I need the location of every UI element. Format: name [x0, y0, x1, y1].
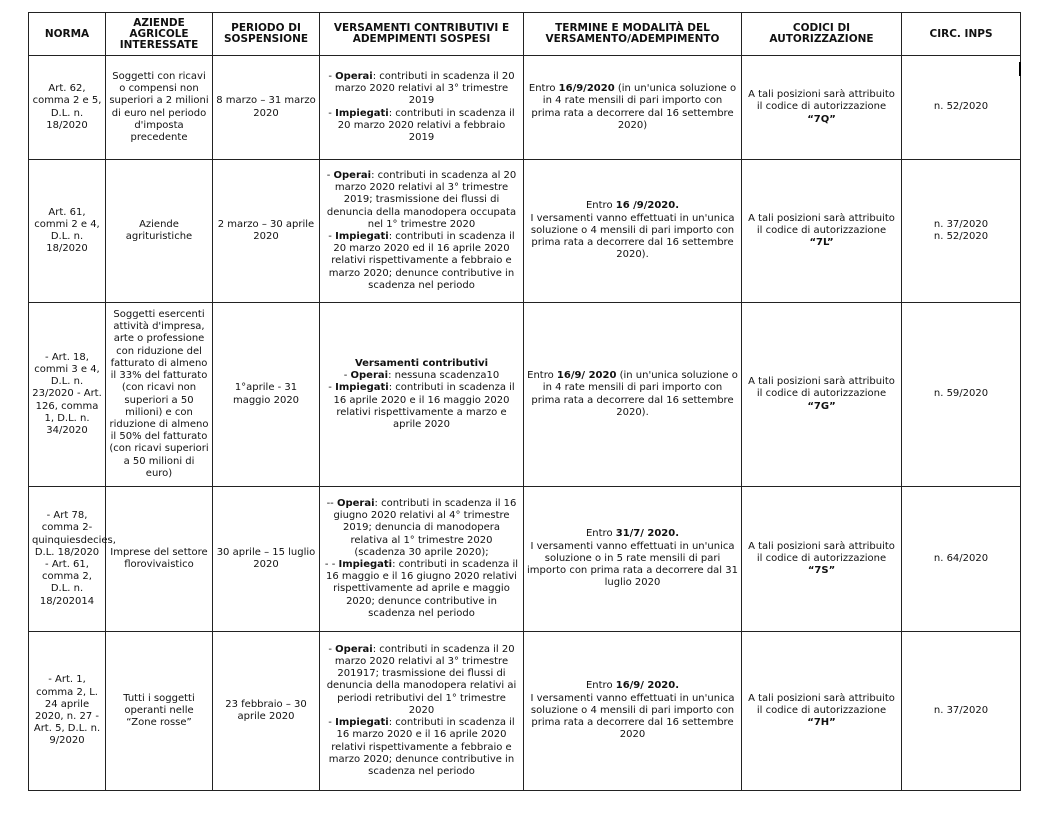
versamenti-cell [320, 160, 524, 303]
periodo-cell: 8 marzo – 31 marzo 2020 [213, 56, 320, 160]
impiegati-label: Impiegati [335, 107, 389, 119]
operai-label: Operai [335, 70, 373, 82]
operai-line: - Operai: contributi in scadenza il 20 marzo 2020 relativi al 3° trimestre 201917; trasmissione dei flussi di denuncia della manodopera relativi ai periodi retributivi del 1° trimestre 2020 [326, 643, 517, 716]
norma-cell: Art. 61, commi 2 e 4, D.L. n. 18/2020 [29, 160, 106, 303]
codici-code: “7G” [807, 400, 836, 412]
codici-text: A tali posizioni sarà attribuito il codice di autorizzazione [748, 540, 895, 564]
termine-post: I versamenti vanno effettuati in un'unica soluzione o 4 mensili di pari importo con prima rata a decorrere dal 16 settembre 2020). [530, 212, 735, 261]
impiegati-label: Impiegati [335, 231, 389, 242]
aziende-cell: Aziende agrituristiche [106, 160, 213, 303]
versamenti-cell [320, 487, 524, 632]
impiegati-line: - Impiegati: contributi in scadenza il 20 marzo 2020 ed il 16 aprile 2020 relativi rispettivamente a febbraio e marzo 2020; denunce contributive in scadenza nel periodo [328, 231, 515, 291]
termine-date: 16/9/2020 [558, 83, 615, 95]
termine-pre: Entro [585, 680, 616, 692]
termine-pre: Entro [585, 528, 616, 540]
codici-text: A tali posizioni sarà attribuito il codice di autorizzazione [748, 376, 895, 400]
termine-pre: Entro [528, 83, 559, 95]
norma-cell: - Art. 1, comma 2, L. 24 aprile 2020, n. 27 - Art. 5, D.L. n. 9/2020 [29, 632, 106, 791]
header-row [29, 13, 1021, 56]
norma-cell: Art. 62, comma 2 e 5, D.L. n. 18/2020 [29, 56, 106, 160]
impiegati-text: : contributi in scadenza il 20 marzo 2020 relativi a febbraio 2019 [337, 107, 515, 143]
codici-cell [742, 303, 902, 487]
norma-cell: - Art 78, comma 2-quinquiesdecies, D.L. 18/2020 - Art. 61, comma 2, D.L. n. 18/202014 [29, 487, 106, 632]
codici-code: “7S” [807, 565, 836, 577]
impiegati-line: - Impiegati: contributi in scadenza il 20 marzo 2020 relativi a febbraio 2019 [328, 107, 515, 143]
impiegati-text: : contributi in scadenza il 16 maggio e il 16 giugno 2020 relativi rispettivamente ad aprile e maggio 2020; denunce contributive in scadenza nel periodo [326, 559, 519, 619]
header-norma: NORMA [29, 13, 106, 56]
termine-pre: Entro [527, 370, 557, 382]
header-periodo: PERIODO DI SOSPENSIONE [213, 13, 320, 56]
operai-text: : contributi in scadenza il 20 marzo 2020 relativi al 3° trimestre 2019 [334, 70, 515, 107]
table-row [29, 56, 1021, 160]
codici-code: “7H” [807, 717, 836, 729]
impiegati-line: - Impiegati: contributi in scadenza il 16 marzo 2020 e il 16 aprile 2020 relativi rispettivamente a febbraio e marzo 2020; denunce contributive in scadenza nel periodo [328, 717, 515, 777]
impiegati-label: Impiegati [335, 717, 389, 729]
codici-code: “7Q” [807, 113, 836, 125]
operai-text: : contributi in scadenza il 20 marzo 2020 relativi al 3° trimestre 201917; trasmissione dei flussi di denuncia della manodopera relativi ai periodi retributivi del 1° trimestre 2020 [326, 643, 517, 716]
impiegati-line: - Impiegati: contributi in scadenza il 16 aprile 2020 e il 16 maggio 2020 relativi rispettivamente a marzo e aprile 2020 [328, 382, 515, 430]
codici-cell [742, 632, 902, 791]
impiegati-text: : contributi in scadenza il 20 marzo 2020 ed il 16 aprile 2020 relativi rispettivamente a febbraio e marzo 2020; denunce contributive in scadenza nel periodo [328, 231, 515, 291]
codici-cell [742, 487, 902, 632]
operai-line: - Operai: contributi in scadenza il 20 marzo 2020 relativi al 3° trimestre 2019 [328, 70, 515, 107]
periodo-cell: 1°aprile - 31 maggio 2020 [213, 303, 320, 487]
termine-pre: Entro [585, 200, 616, 212]
table-row [29, 632, 1021, 791]
termine-date: 16/9/ 2020. [615, 680, 680, 692]
termine-date: 16/9/ 2020 [556, 370, 617, 382]
table-row [29, 303, 1021, 487]
termine-date: 31/7/ 2020. [615, 528, 680, 540]
aziende-cell: Tutti i soggetti operanti nelle “Zone rosse” [106, 632, 213, 791]
impiegati-text: : contributi in scadenza il 16 aprile 2020 e il 16 maggio 2020 relativi rispettivamente a marzo e aprile 2020 [333, 382, 515, 430]
codici-code: “7L” [809, 237, 834, 249]
codici-text: A tali posizioni sarà attribuito il codice di autorizzazione [748, 212, 895, 236]
circ-cell: n. 37/2020 [902, 632, 1021, 791]
header-versamenti: VERSAMENTI CONTRIBUTIVI E ADEMPIMENTI SOSPESI [320, 13, 524, 56]
versamenti-cell [320, 56, 524, 160]
codici-text: A tali posizioni sarà attribuito il codice di autorizzazione [748, 692, 895, 716]
header-aziende: AZIENDE AGRICOLE INTERESSATE [106, 13, 213, 56]
termine-post: I versamenti vanno effettuati in un'unica soluzione o in 5 rate mensili di pari importo con prima rata a decorrere dal 31 luglio 2020 [527, 540, 738, 589]
impiegati-line: - - Impiegati: contributi in scadenza il 16 maggio e il 16 giugno 2020 relativi rispettivamente ad aprile e maggio 2020; denunce contributive in scadenza nel periodo [324, 559, 519, 619]
table-row [29, 160, 1021, 303]
impiegati-text: : contributi in scadenza il 16 marzo 2020 e il 16 aprile 2020 relativi rispettivamente a febbraio e marzo 2020; denunce contributive in scadenza nel periodo [328, 717, 515, 777]
aziende-cell: Imprese del settore florovivaistico [106, 487, 213, 632]
operai-label: Operai [336, 497, 375, 509]
circ-value: n. 37/2020 [933, 218, 989, 230]
termine-cell [524, 487, 742, 632]
impiegati-label: Impiegati [335, 382, 389, 394]
termine-cell [524, 160, 742, 303]
codici-text: A tali posizioni sarà attribuito il codice di autorizzazione [748, 89, 895, 113]
operai-line: - Operai: nessuna scadenza10 [343, 370, 500, 382]
header-codici: CODICI DI AUTORIZZAZIONE [742, 13, 902, 56]
header-termine: TERMINE E MODALITÀ DEL VERSAMENTO/ADEMPIMENTO [524, 13, 742, 56]
text-cursor [1019, 62, 1021, 76]
aziende-cell: Soggetti esercenti attività d'impresa, arte o professione con riduzione del fatturato di almeno il 33% del fatturato (con ricavi non superiori a 50 milioni) e con riduzione di almeno il 50% del fatturato (con ricavi superiori a 50 milioni di euro) [106, 303, 213, 487]
operai-label: Operai [335, 643, 373, 655]
codici-cell [742, 160, 902, 303]
termine-post: I versamenti vanno effettuati in un'unica soluzione o 4 mensili di pari importo con prima rata a decorrere dal 16 settembre 2020 [530, 692, 735, 741]
termine-cell [524, 56, 742, 160]
operai-text: : contributi in scadenza al 20 marzo 2020 relativi al 3° trimestre 2019; trasmissione dei flussi di denuncia della manodopera occupata nel 1° trimestre 2020 [326, 169, 517, 230]
circ-value-2: n. 52/2020 [933, 231, 989, 242]
header-circ: CIRC. INPS [902, 13, 1021, 56]
versamenti-heading: Versamenti contributivi [354, 357, 489, 369]
impiegati-label: Impiegati [338, 559, 393, 570]
termine-cell [524, 303, 742, 487]
table-row [29, 487, 1021, 632]
termine-post: (in un'unica soluzione o in 4 rate mensili di pari importo con prima rata a decorrere dal 16 settembre 2020). [531, 370, 738, 418]
codici-cell [742, 56, 902, 160]
circ-cell: n. 64/2020 [902, 487, 1021, 632]
operai-label: Operai [333, 169, 372, 181]
versamenti-cell [320, 303, 524, 487]
periodo-cell: 2 marzo – 30 aprile 2020 [213, 160, 320, 303]
suspension-table [28, 12, 1021, 791]
operai-line: -- Operai: contributi in scadenza il 16 giugno 2020 relativi al 4° trimestre 2019; denuncia di manodopera relativa al 1° trimestre 2020 (scadenza 30 aprile 2020); [326, 497, 517, 558]
circ-cell [902, 160, 1021, 303]
operai-label: Operai [350, 370, 389, 382]
norma-cell: - Art. 18, commi 3 e 4, D.L. n. 23/2020 - Art. 126, comma 1, D.L. n. 34/2020 [29, 303, 106, 487]
versamenti-cell [320, 632, 524, 791]
aziende-cell: Soggetti con ricavi o compensi non superiori a 2 milioni di euro nel periodo d'imposta precedente [106, 56, 213, 160]
operai-text: : contributi in scadenza il 16 giugno 2020 relativi al 4° trimestre 2019; denuncia di manodopera relativa al 1° trimestre 2020 (scadenza 30 aprile 2020); [333, 497, 517, 558]
operai-text: : nessuna scadenza10 [388, 370, 500, 382]
circ-cell: n. 52/2020 [902, 56, 1021, 160]
periodo-cell: 30 aprile – 15 luglio 2020 [213, 487, 320, 632]
circ-cell: n. 59/2020 [902, 303, 1021, 487]
periodo-cell: 23 febbraio – 30 aprile 2020 [213, 632, 320, 791]
operai-line: - Operai: contributi in scadenza al 20 marzo 2020 relativi al 3° trimestre 2019; trasmissione dei flussi di denuncia della manodopera occupata nel 1° trimestre 2020 [326, 169, 517, 230]
termine-post: (in un'unica soluzione o in 4 rate mensili di pari importo con prima rata a decorrere dal 16 settembre 2020) [531, 83, 737, 131]
termine-cell [524, 632, 742, 791]
termine-date: 16 /9/2020. [615, 200, 680, 212]
